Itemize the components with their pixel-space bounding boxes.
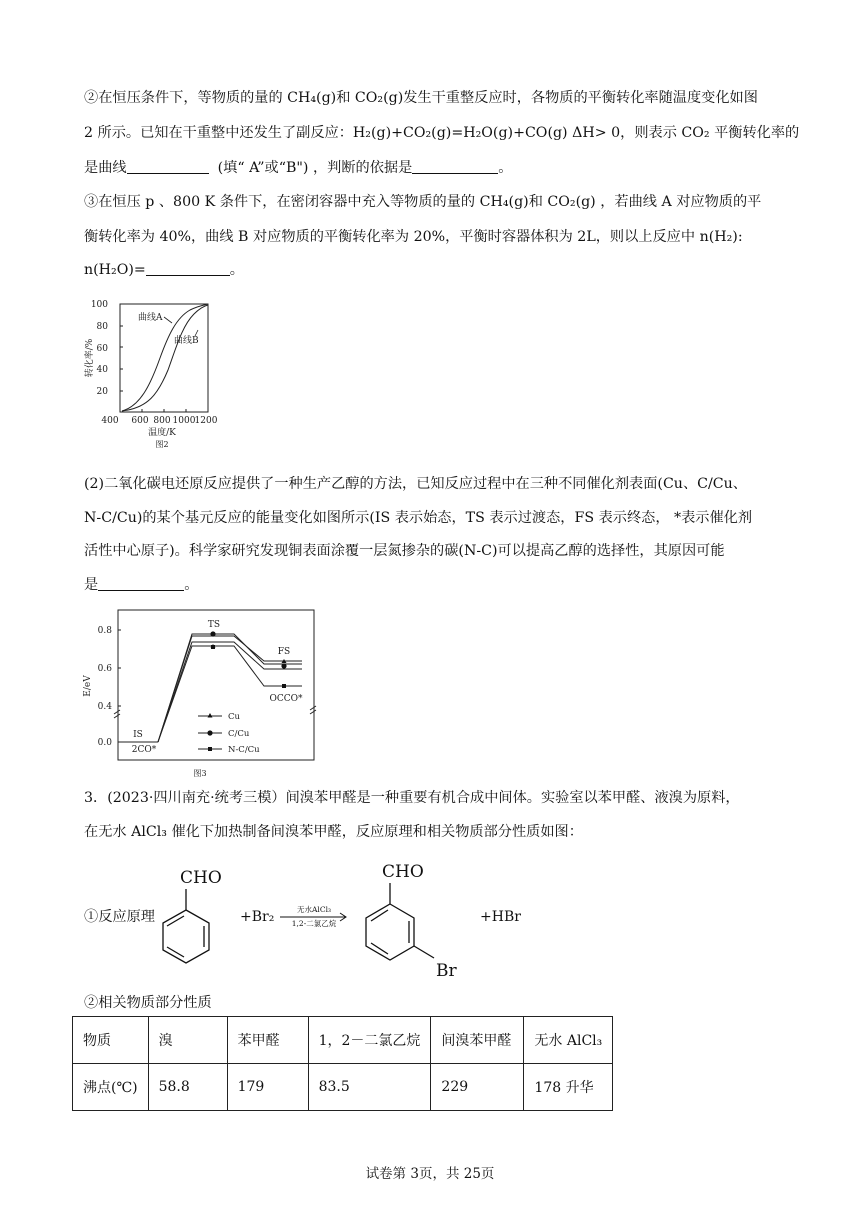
table-header-row [73,1017,613,1064]
answer-blank[interactable] [98,576,184,591]
curve-a-label: 曲线A [138,313,163,323]
para1-line3-text-a: 是曲线 [84,160,127,176]
x-tick: 1000 [172,416,196,426]
table-cell: 沸点(℃) [73,1064,149,1111]
fs-species: OCCO* [269,694,303,704]
table-cell: 83.5 [308,1064,431,1111]
figure3-caption: 图3 [193,769,207,778]
x-tick: 1200 [194,416,218,426]
para2-line3 [84,260,776,280]
figure2-conversion-chart [82,296,232,456]
y-tick: 60 [96,344,108,354]
legend-item: N-C/Cu [228,745,260,755]
plus-hbr: +HBr [480,909,521,925]
fs-label: FS [277,647,291,657]
ts-label: TS [207,620,221,630]
para2-line1: ③在恒压 p 、800 K 条件下，在密闭容器中充入等物质的量的 CH₄(g)和 CO₂(g) ，若曲线 A 对应物质的平 [84,194,762,210]
para3-line4-text-b: 。 [184,577,199,593]
x-tick: 800 [153,416,171,426]
plus-br2: +Br₂ [240,909,275,925]
answer-blank[interactable] [412,159,498,174]
y-tick: 0.0 [97,738,112,748]
figure3-energy-diagram [80,606,320,782]
curve-a [122,304,208,411]
table-row [73,1064,613,1111]
benzene-ring-product [366,883,434,960]
question3-line1: 3．(2023·四川南充·统考三模）间溴苯甲醛是一种重要有机合成中间体。实验室以苯甲醛、液溴为原料， [84,790,740,806]
para1-line3-text-c: 。 [498,160,513,176]
figure2-x-label: 温度/K [148,428,176,438]
table-header: 1，2－二氯乙烷 [308,1017,431,1064]
table-cell: 58.8 [148,1064,227,1111]
figure3-y-label: E/eV [83,675,93,697]
para1-line2: 2 所示。已知在干重整中还发生了副反应：H₂(g)+CO₂(g)=H₂O(g)+CO(g) ΔH> 0，则表示 CO₂ 平衡转化率的 [84,125,800,141]
y-tick: 0.4 [97,702,112,712]
properties-title: ②相关物质部分性质 [84,995,212,1011]
y-tick: 0.6 [97,664,112,674]
para1-line1: ②在恒压条件下，等物质的量的 CH₄(g)和 CO₂(g)发生干重整反应时，各物质的平衡转化率随温度变化如图 [84,90,758,106]
product-br: Br [436,961,457,981]
y-tick: 80 [96,322,108,332]
reactant-cho: CHO [180,868,222,888]
benzene-ring-reactant [163,889,209,963]
para3-line4-text-a: 是 [84,577,99,593]
table-cell: 229 [431,1064,524,1111]
curve-b [122,305,208,411]
product-cho: CHO [382,862,424,882]
table-header: 无水 AlCl₃ [524,1017,613,1064]
para3-line1: (2)二氧化碳电还原反应提供了一种生产乙醇的方法，已知反应过程中在三种不同催化剂表面(Cu、C/Cu、 [84,476,747,492]
legend-item: Cu [228,712,240,722]
legend-item: C/Cu [228,729,250,739]
reaction-scheme [150,858,521,982]
para3-line4 [84,575,776,595]
table-header: 苯甲醛 [227,1017,308,1064]
is-label: IS [133,730,143,740]
figure2-caption: 图2 [155,440,169,449]
para1-line3 [84,158,776,178]
para2-line2: 衡转化率为 40%，曲线 B 对应物质的平衡转化率为 20%，平衡时容器体积为 2L，则以上反应中 n(H₂): [84,229,743,245]
y-tick: 40 [96,365,108,375]
reaction-label: ①反应原理 [84,909,155,925]
question3-line2: 在无水 AlCl₃ 催化下加热制备间溴苯甲醛，反应原理和相关物质部分性质如图： [84,824,583,840]
is-species: 2CO* [131,745,157,755]
para2-line3-text-a: n(H₂O)= [84,262,146,278]
para2-line3-text-b: 。 [229,262,244,278]
y-tick: 0.8 [97,626,112,636]
table-cell: 179 [227,1064,308,1111]
condition-solvent: 1,2-二氯乙烷 [291,919,337,928]
figure2-y-label: 转化率/% [85,338,95,378]
x-tick: 600 [131,416,149,426]
table-cell: 178 升华 [524,1064,613,1111]
table-header: 物质 [73,1017,149,1064]
condition-catalyst: 无水AlCl₃ [297,905,331,914]
curve-b-label: 曲线B [174,336,199,346]
table-header: 间溴苯甲醛 [431,1017,524,1064]
properties-table [72,1016,613,1111]
y-tick: 20 [96,387,108,397]
x-tick: 400 [101,416,119,426]
para3-line2: N-C/Cu)的某个基元反应的能量变化如图所示(IS 表示始态，TS 表示过渡态，FS 表示终态， *表示催化剂 [84,510,753,526]
para3-line3: 活性中心原子)。科学家研究发现铜表面涂覆一层氮掺杂的碳(N-C)可以提高乙醇的选择性，其原因可能 [84,543,725,559]
table-header: 溴 [148,1017,227,1064]
answer-blank[interactable] [127,159,209,174]
para1-line3-text-b: (填“ A”或“B") ，判断的依据是 [217,160,413,176]
answer-blank[interactable] [146,261,230,276]
y-tick: 100 [90,300,108,310]
page-footer: 试卷第 3页，共 25页 [365,1166,495,1182]
